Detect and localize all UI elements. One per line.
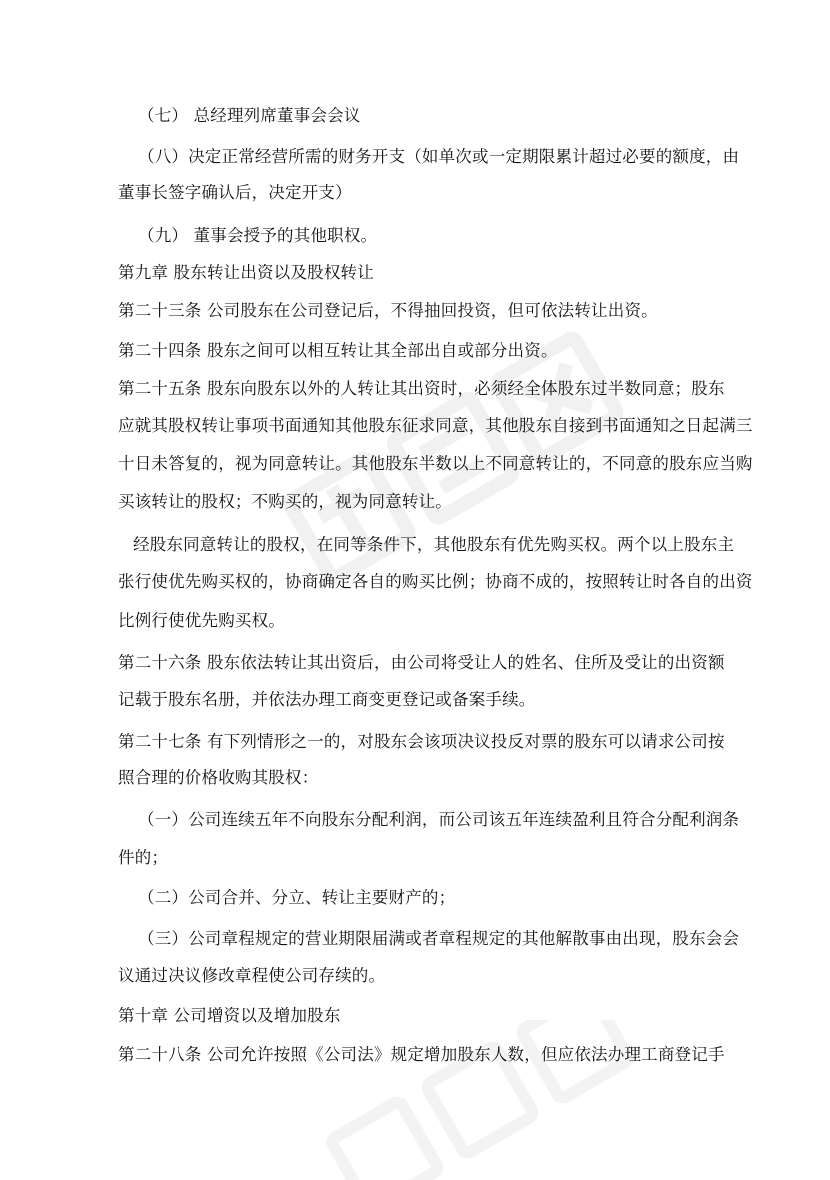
article-25-para2-line-1: 经股东同意转让的股权，在同等条件下，其他股东有优先购买权。两个以上股东主 <box>133 535 735 554</box>
clause-9: （九） 董事会授予的其他职权。 <box>138 226 378 245</box>
article-27-item-3-line-2: 议通过决议修改章程使公司存续的。 <box>118 966 386 985</box>
clause-8-cont: 董事长签字确认后，决定开支） <box>118 183 352 202</box>
article-27-item-2: （二）公司合并、分立、转让主要财产的； <box>138 888 456 907</box>
article-25-line-2: 应就其股权转让事项书面通知其他股东征求同意，其他股东自接到书面通知之日起满三 <box>118 416 753 435</box>
article-23: 第二十三条 公司股东在公司登记后，不得抽回投资，但可依法转让出资。 <box>118 301 658 320</box>
article-27-line-1: 第二十七条 有下列情形之一的，对股东会该项决议投反对票的股东可以请求公司按 <box>118 732 725 751</box>
chapter-10-heading: 第十章 公司增资以及增加股东 <box>118 1006 341 1025</box>
article-27-item-1-line-2: 件的； <box>118 848 169 867</box>
article-25-line-1: 第二十五条 股东向股东以外的人转让其出资时，必须经全体股东过半数同意；股东 <box>118 379 725 398</box>
article-25-line-4: 买该转让的股权；不购买的，视为同意转让。 <box>118 492 452 511</box>
watermark-logo-icon-bottom <box>300 1020 660 1180</box>
article-26-line-2: 记载于股东名册，并依法办理工商变更登记或备案手续。 <box>118 690 536 709</box>
article-27-item-3-line-1: （三）公司章程规定的营业期限届满或者章程规定的其他解散事由出现，股东会会 <box>138 929 740 948</box>
clause-8: （八）决定正常经营所需的财务开支（如单次或一定期限累计超过必要的额度，由 <box>138 147 740 166</box>
article-24: 第二十四条 股东之间可以相互转让其全部出自或部分出资。 <box>118 341 558 360</box>
article-26-line-1: 第二十六条 股东依法转让其出资后，由公司将受让人的姓名、住所及受让的出资额 <box>118 653 725 672</box>
article-25-para2-line-3: 比例行使优先购买权。 <box>118 611 285 630</box>
article-27-item-1-line-1: （一）公司连续五年不向股东分配利润，而公司该五年连续盈利且符合分配利润条 <box>138 810 740 829</box>
clause-7: （七） 总经理列席董事会会议 <box>138 106 361 125</box>
chapter-9-heading: 第九章 股东转让出资以及股权转让 <box>118 263 374 282</box>
article-27-line-2: 照合理的价格收购其股权： <box>118 768 319 787</box>
article-28-line-1: 第二十八条 公司允许按照《公司法》规定增加股东人数，但应依法办理工商登记手 <box>118 1045 725 1064</box>
article-25-line-3: 十日未答复的，视为同意转让。其他股东半数以上不同意转让的，不同意的股东应当购 <box>118 454 753 473</box>
article-25-para2-line-2: 张行使优先购买权的，协商确定各自的购买比例；协商不成的，按照转让时各自的出资 <box>118 572 753 591</box>
